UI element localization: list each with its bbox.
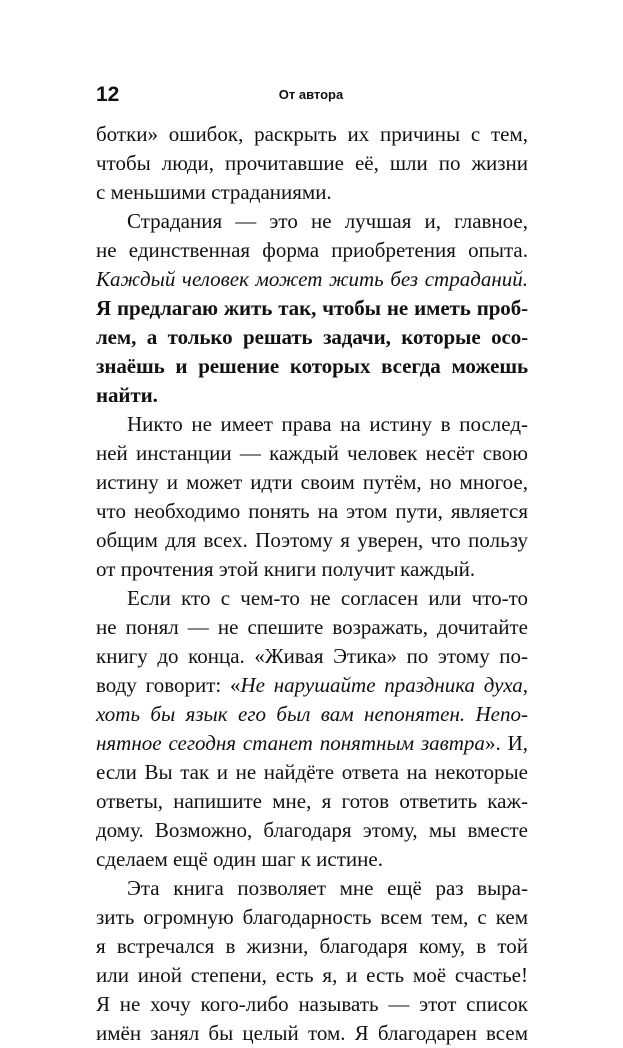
text-line: не понял — не спешите возражать, дочитайте [96, 615, 528, 639]
text-line: ней инстанции — каждый человек несёт свою [96, 441, 528, 465]
text-line: Страдания — это не лучшая и, главное, [127, 209, 528, 233]
text-line: ботки» ошибок, раскрыть их причины с тем, [96, 122, 528, 146]
text-line: дому. Возможно, благодаря этому, мы вместе [96, 818, 528, 842]
text-line: от прочтения этой книги получит каждый. [96, 557, 476, 581]
text-line: я встречался в жизни, благодаря кому, в той [96, 934, 528, 958]
text-line: ответы, напишите мне, я готов ответить каж- [96, 789, 528, 813]
body-text [96, 120, 528, 1048]
text-line [96, 671, 528, 700]
text-line: или иной степени, есть я, и есть моё счастье! [96, 963, 528, 987]
text-line: с меньшими страданиями. [96, 180, 332, 204]
bold-text-line: лем, а только решать задачи, которые осо- [96, 325, 528, 349]
text-line: книгу до конца. «Живая Этика» по этому по- [96, 644, 528, 668]
text-line: чтобы люди, прочитавшие её, шли по жизни [96, 151, 528, 175]
text-line: Я не хочу кого-либо называть — этот список [96, 992, 528, 1016]
text-run: воду говорит: « [96, 673, 241, 697]
bold-text-line: знаёшь и решение которых всегда можешь [96, 354, 528, 378]
text-line: Никто не имеет права на истину в послед- [127, 412, 528, 436]
text-line: что необходимо понять на этом пути, является [96, 499, 528, 523]
text-line: общим для всех. Поэтому я уверен, что пользу [96, 528, 528, 552]
page-header [96, 82, 526, 112]
text-line [96, 729, 528, 758]
bold-text-line: Я предлагаю жить так, чтобы не иметь проб- [96, 296, 528, 320]
running-head: От автора [278, 87, 344, 102]
bold-text-line: найти. [96, 383, 158, 407]
text-line: если Вы так и не найдёте ответа на некоторые [96, 760, 528, 784]
text-line: зить огромную благодарность всем тем, с кем [96, 905, 528, 929]
text-line: не единственная форма приобретения опыта. [96, 238, 528, 262]
text-line: сделаем ещё один шаг к истине. [96, 847, 383, 871]
text-run: ». И, [484, 731, 528, 755]
text-line: истину и может идти своим путём, но многое, [96, 470, 528, 494]
italic-text-line: Каждый человек может жить без страданий. [96, 267, 528, 291]
page-number: 12 [96, 83, 120, 106]
text-line: имён занял бы целый том. Я благодарен всем [96, 1021, 528, 1045]
italic-quote-run: нятное сегодня станет понятным завтра [96, 731, 485, 755]
text-line: Эта книга позволяет мне ещё раз выра- [127, 876, 528, 900]
italic-quote-run: Не нарушайте праздника духа, [240, 673, 528, 697]
italic-quote-line: хоть бы язык его был вам непонятен. Непо- [96, 702, 528, 726]
text-line: Если кто с чем-то не согласен или что-то [127, 586, 528, 610]
